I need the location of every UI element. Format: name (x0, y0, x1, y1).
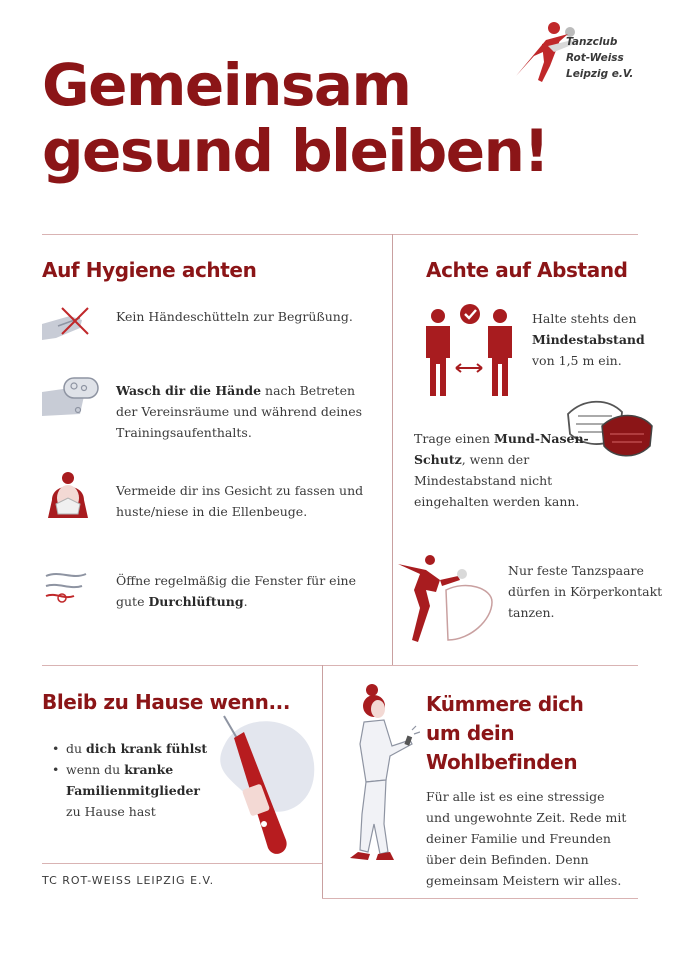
wohl-heading-line-1: Kümmere dich (426, 692, 584, 716)
hygiene-item-4-post: . (243, 594, 248, 609)
hygiene-item-2-bold: Wasch dir die Hände (116, 383, 262, 398)
sneeze-icon (44, 470, 92, 520)
zuhause-list (52, 738, 212, 822)
footer-text: TC ROT-WEISS LEIPZIG E.V. (42, 874, 215, 887)
logo-line-3: Leipzig e.V. (566, 68, 634, 80)
divider-vertical-bottom (322, 665, 323, 899)
logo-line-2: Rot-Weiss (566, 52, 624, 64)
abstand-text-2-post: , wenn der Mindestabstand nicht eingehalten werden kann. (414, 452, 580, 509)
logo-line-1: Tanzclub (566, 36, 618, 48)
abstand-text-1-post: von 1,5 m ein. (532, 353, 622, 368)
zuhause-bullet-2 (52, 759, 212, 822)
wohl-heading (426, 690, 584, 777)
hygiene-heading: Auf Hygiene achten (42, 258, 257, 282)
zuhause-heading: Bleib zu Hause wenn... (42, 690, 291, 714)
zuhause-bullet-2-post: zu Hause hast (66, 804, 156, 819)
divider-bottom (322, 898, 638, 899)
hygiene-item-4-pre: Öffne regelmäßig die Fenster für eine gute (116, 573, 357, 609)
distance-people-icon (420, 302, 524, 400)
zuhause-bullet-1 (52, 738, 212, 759)
dancing-couple-icon (396, 550, 498, 650)
abstand-text-2 (414, 428, 592, 512)
title-line-1: Gemeinsam (42, 51, 411, 119)
abstand-heading: Achte auf Abstand (426, 258, 628, 282)
abstand-text-1 (532, 308, 652, 371)
wohl-text: Für alle ist es eine stressige und ungewohnte Zeit. Rede mit deiner Familie und Freunden über dein Befinden. Denn gemeinsam Meistern wir alles. (426, 789, 627, 888)
club-logo-text (566, 34, 666, 82)
hygiene-item-2 (116, 380, 378, 443)
title-line-2: gesund bleiben! (42, 117, 549, 185)
zuhause-bullet-2-bold: kranke Familienmitglieder (66, 762, 201, 798)
zuhause-bullet-2-pre: wenn du (66, 762, 125, 777)
hygiene-item-1: Kein Händeschütteln zur Begrüßung. (116, 309, 353, 324)
hygiene-item-4 (116, 570, 378, 612)
divider-footer (42, 863, 322, 864)
person-with-phone-icon (340, 684, 420, 866)
abstand-text-2-pre: Trage einen (414, 431, 495, 446)
zuhause-bullet-1-pre: du (66, 741, 87, 756)
hygiene-item-4-bold: Durchlüftung (148, 594, 244, 609)
divider-top (42, 234, 638, 235)
page-title (42, 52, 562, 184)
divider-vertical-top (392, 234, 393, 666)
divider-middle (42, 665, 638, 666)
abstand-text-2-bold: Mund-Nasen-Schutz (414, 431, 589, 467)
hand-washing-icon (40, 374, 102, 418)
abstand-text-1-bold: Mindestabstand (532, 332, 645, 347)
abstand-text-3: Nur feste Tanzspaare dürfen in Körperkontakt tanzen. (508, 563, 663, 620)
ventilation-icon (42, 566, 92, 608)
wohl-heading-line-3: Wohlbefinden (426, 750, 578, 774)
no-handshake-icon (40, 304, 96, 344)
zuhause-bullet-1-bold: dich krank fühlst (86, 741, 208, 756)
thermometer-icon (206, 712, 322, 862)
hygiene-item-3: Vermeide dir ins Gesicht zu fassen und huste/niese in die Ellenbeuge. (116, 483, 364, 519)
abstand-text-1-pre: Halte stehts den (532, 311, 637, 326)
hygiene-item-2-rest: nach Betreten der Vereinsräume und während deines Trainingsaufenthalts. (116, 383, 363, 440)
wohl-heading-line-2: um dein (426, 721, 515, 745)
